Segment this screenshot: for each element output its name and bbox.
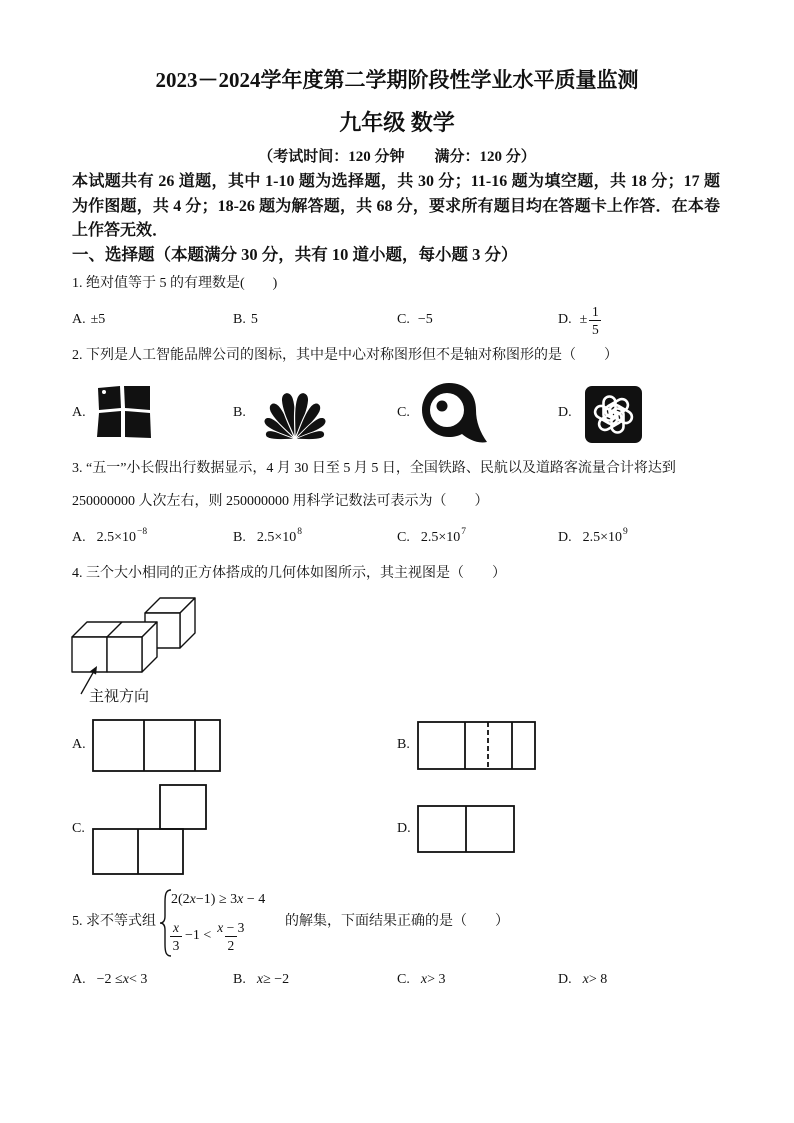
option-post: ≥ −2: [263, 972, 290, 987]
option-value: ±5: [90, 312, 106, 327]
variable-x: x: [237, 892, 244, 907]
option-base: 2.5×10: [582, 530, 623, 545]
q3-stem-line-2: 250000000 人次左右，则 250000000 用科学记数法可表示为（ ）: [72, 494, 489, 509]
q4-option-d-label: D.: [397, 821, 411, 836]
expr-part: −1) ≥ 3: [195, 892, 238, 907]
fraction-numerator: x: [173, 919, 179, 935]
q1-option-a: [72, 301, 105, 339]
option-label: C.: [397, 312, 410, 327]
option-label: B.: [233, 530, 246, 545]
option-label: A.: [72, 530, 86, 545]
exam-info: （考试时间：120 分钟 满分：120 分）: [258, 149, 536, 165]
q2-option-a-label: A.: [72, 405, 86, 420]
option-base: 2.5×10: [96, 530, 137, 545]
q4-stem: 4. 三个大小相同的正方体搭成的几何体如图所示，其主视图是（ ）: [72, 566, 506, 581]
option-base: 2.5×10: [420, 530, 461, 545]
option-value: 5: [250, 312, 258, 327]
inequality-line-2: [170, 917, 244, 955]
option-post: < 3: [128, 972, 148, 987]
instructions-line-1: 本试题共有 26 道题，其中 1-10 题为选择题，共 30 分；11-16 题为填空题，共 18 分；17 题: [72, 173, 720, 190]
fraction-numerator: [217, 919, 244, 936]
fraction-denominator: 3: [170, 936, 182, 954]
q5-stem-after: 的解集，下面结果正确的是（ ）: [285, 914, 509, 929]
option-post: > 8: [588, 972, 608, 987]
variable-x: x: [122, 972, 129, 987]
option-base: 2.5×10: [256, 530, 297, 545]
fraction-denominator: 5: [589, 320, 601, 338]
q1-option-c: [397, 301, 433, 339]
view-direction-label: 主视方向: [89, 689, 150, 705]
instructions-line-3: 上作答无效．: [72, 222, 169, 239]
q4-option-a-view: [91, 718, 223, 774]
option-label: C.: [397, 972, 410, 987]
fraction-denominator: 2: [225, 936, 237, 954]
q2-option-b-label: B.: [233, 405, 246, 420]
fraction: [589, 303, 601, 338]
variable-x: x: [189, 892, 196, 907]
option-label: A.: [72, 972, 86, 987]
q3-option-b: [233, 519, 302, 557]
knot-logo: [584, 385, 644, 445]
q1-stem: 1. 绝对值等于 5 的有理数是( ): [72, 276, 278, 291]
q5-stem-before: 5. 求不等式组: [72, 914, 156, 929]
variable-x: x: [582, 972, 589, 987]
q5-option-a: [72, 961, 147, 999]
q3-option-d: [558, 519, 628, 557]
front-cube-right: [107, 637, 142, 672]
q5-option-b: [233, 961, 289, 999]
q4-option-c-label: C.: [72, 821, 85, 836]
option-exponent: 7: [461, 527, 466, 537]
q3-option-c: [397, 519, 466, 557]
option-label: B.: [233, 972, 246, 987]
option-exponent: −8: [137, 527, 148, 537]
variable-x: x: [420, 972, 428, 987]
q5-option-c: [397, 961, 445, 999]
q2-option-d-label: D.: [558, 405, 572, 420]
q2-stem: 2. 下列是人工智能品牌公司的图标，其中是中心对称图形但不是轴对称图形的是（ ）: [72, 348, 618, 363]
fraction-x-over-3: [170, 919, 182, 954]
expr-part: 2(2: [171, 892, 190, 907]
inequality-line-1: [171, 891, 265, 909]
q4-option-c-view: [91, 783, 209, 877]
variable-x: x: [217, 919, 224, 935]
q4-option-b-view: [416, 720, 538, 772]
option-label: B.: [233, 312, 246, 327]
fraction-x-minus-3-over-2: [217, 919, 244, 954]
option-label: C.: [397, 530, 410, 545]
option-pre: −2 ≤: [96, 972, 123, 987]
q1-option-d: [558, 301, 601, 339]
q3-option-a: [72, 519, 147, 557]
section-heading: 一、选择题（本题满分 30 分，共有 10 道小题，每小题 3 分）: [72, 245, 518, 264]
q2-option-c-label: C.: [397, 405, 410, 420]
option-exponent: 8: [297, 527, 302, 537]
option-sign: ±: [579, 312, 588, 327]
option-label: D.: [558, 530, 572, 545]
variable-x: x: [256, 972, 264, 987]
option-label: A.: [72, 312, 86, 327]
option-post: > 3: [427, 972, 446, 987]
q1-option-b: [233, 301, 258, 339]
option-value: −5: [417, 312, 433, 327]
q5-option-d: [558, 961, 607, 999]
instructions-line-2: 为作图题，共 4 分；18-26 题为解答题，共 68 分，要求所有题目均在答题卡上作答．在本卷: [72, 198, 720, 215]
option-label: D.: [558, 972, 572, 987]
q4-option-b-label: B.: [397, 737, 410, 752]
expr-middle: −1 <: [185, 928, 212, 943]
expr-part: − 4: [243, 892, 266, 907]
q4-option-a-label: A.: [72, 737, 86, 752]
round-eye-logo: [418, 381, 490, 445]
q3-stem-line-1: 3. “五一”小长假出行数据显示，4 月 30 日至 5 月 5 日，全国铁路、民航以及道路客流量合计将达到: [72, 461, 676, 476]
expr-part: − 3: [223, 919, 245, 935]
q4-option-d-view: [416, 804, 517, 855]
pinwheel-squares-logo: [97, 384, 153, 440]
fraction-numerator: 1: [591, 303, 599, 319]
exam-title: 2023－2024学年度第二学期阶段性学业水平质量监测: [155, 68, 639, 92]
front-cube-left: [72, 637, 107, 672]
option-exponent: 9: [623, 527, 628, 537]
petal-fan-logo: [260, 384, 330, 442]
option-label: D.: [558, 312, 572, 327]
exam-subtitle: 九年级 数学: [339, 110, 455, 135]
